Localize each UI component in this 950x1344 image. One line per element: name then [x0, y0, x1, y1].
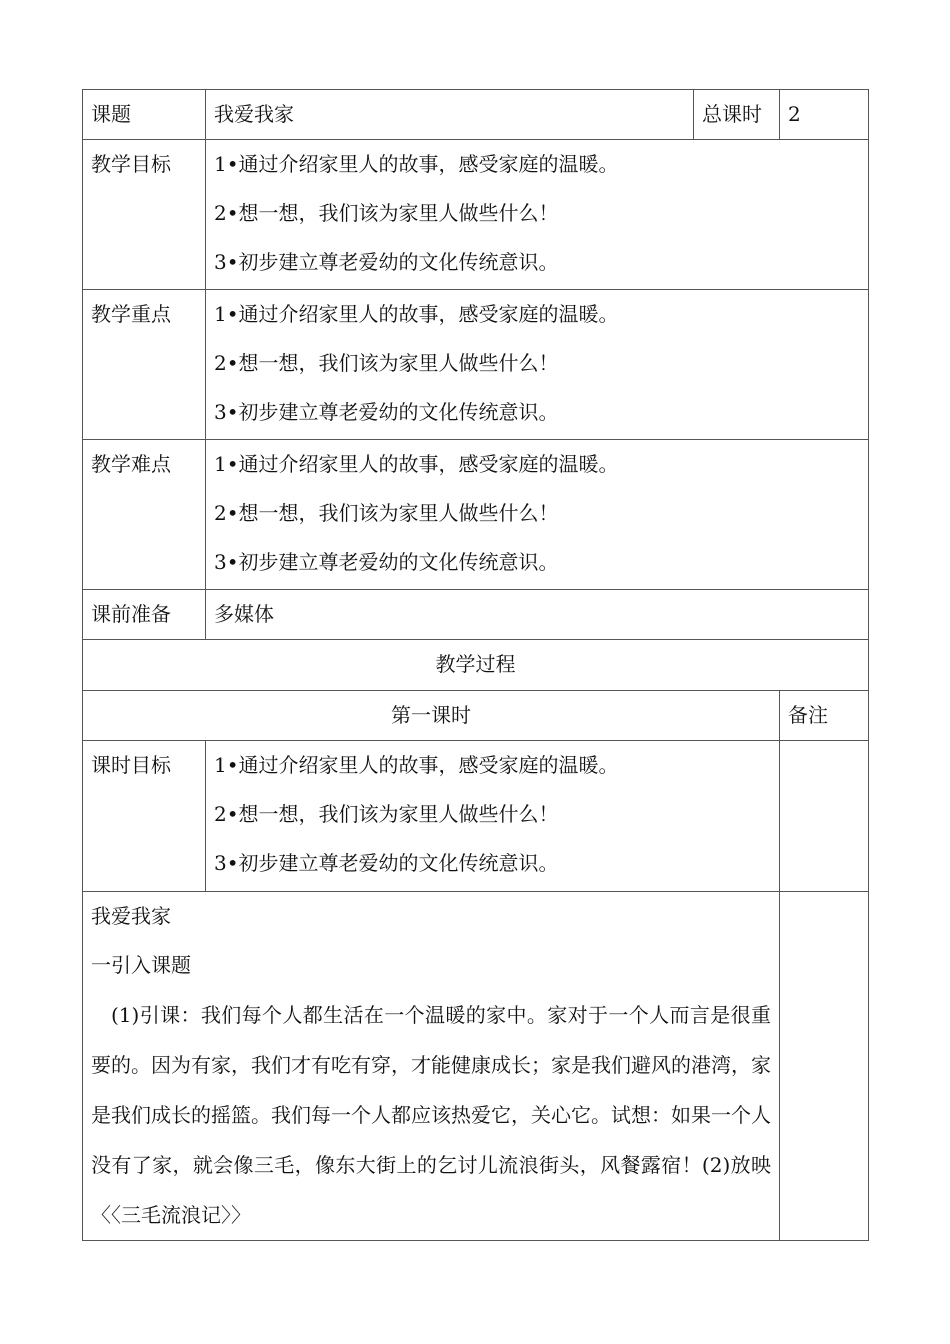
key-points-list	[206, 290, 869, 440]
objective-item: 2•想一想，我们该为家里人做些什么！	[214, 201, 559, 225]
objective-item: 3•初步建立尊老爱幼的文化传统意识。	[214, 250, 559, 274]
preparation-label: 课前准备	[83, 590, 206, 640]
key-point-item: 2•想一想，我们该为家里人做些什么！	[214, 351, 559, 375]
lesson-goals-row	[83, 741, 869, 892]
body-title: 我爱我家	[91, 904, 171, 928]
lesson-goals-label: 课时目标	[83, 741, 206, 892]
lesson-goal-item: 2•想一想，我们该为家里人做些什么！	[214, 802, 559, 826]
hours-label: 总课时	[694, 90, 780, 140]
key-point-item: 1•通过介绍家里人的故事，感受家庭的温暖。	[214, 302, 619, 326]
difficulty-item: 3•初步建立尊老爱幼的文化传统意识。	[214, 550, 559, 574]
key-points-label: 教学重点	[83, 290, 206, 440]
difficulty-item: 1•通过介绍家里人的故事，感受家庭的温暖。	[214, 452, 619, 476]
objective-item: 1•通过介绍家里人的故事，感受家庭的温暖。	[214, 152, 619, 176]
difficulties-list	[206, 440, 869, 590]
preparation-value: 多媒体	[206, 590, 869, 640]
lesson-heading: 第一课时	[83, 691, 780, 741]
process-row	[83, 640, 869, 691]
lesson-header-row	[83, 691, 869, 741]
key-points-row	[83, 290, 869, 440]
lesson-goals-notes	[780, 741, 869, 892]
title-label: 课题	[83, 90, 206, 140]
lesson-goal-item: 1•通过介绍家里人的故事，感受家庭的温暖。	[214, 753, 619, 777]
difficulties-label: 教学难点	[83, 440, 206, 590]
key-point-item: 3•初步建立尊老爱幼的文化传统意识。	[214, 400, 559, 424]
hours-value: 2	[780, 90, 869, 140]
difficulties-row	[83, 440, 869, 590]
preparation-row	[83, 590, 869, 640]
lesson-body-notes	[780, 892, 869, 1241]
lesson-goals-list	[206, 741, 780, 892]
objectives-list	[206, 140, 869, 290]
body-section: 一引入课题	[91, 953, 191, 977]
objectives-row	[83, 140, 869, 290]
objectives-label: 教学目标	[83, 140, 206, 290]
body-paragraph: (1)引课：我们每个人都生活在一个温暖的家中。家对于一个人而言是很重要的。因为有家，我们才有吃有穿，才能健康成长；家是我们避风的港湾，家是我们成长的摇篮。我们每一个人都应该热爱它，关心它。试想：如果一个人没有了家，就会像三毛，像东大街上的乞讨儿流浪街头，风餐露宿！(2)放映〈〈三毛流浪记〉〉	[91, 1003, 771, 1227]
title-row	[83, 90, 869, 140]
difficulty-item: 2•想一想，我们该为家里人做些什么！	[214, 501, 559, 525]
notes-label: 备注	[780, 691, 869, 741]
lesson-goal-item: 3•初步建立尊老爱幼的文化传统意识。	[214, 851, 559, 875]
lesson-body-row	[83, 892, 869, 1241]
process-heading: 教学过程	[83, 640, 869, 691]
lesson-plan-table	[82, 89, 869, 1241]
lesson-body	[83, 892, 780, 1241]
title-value: 我爱我家	[206, 90, 694, 140]
